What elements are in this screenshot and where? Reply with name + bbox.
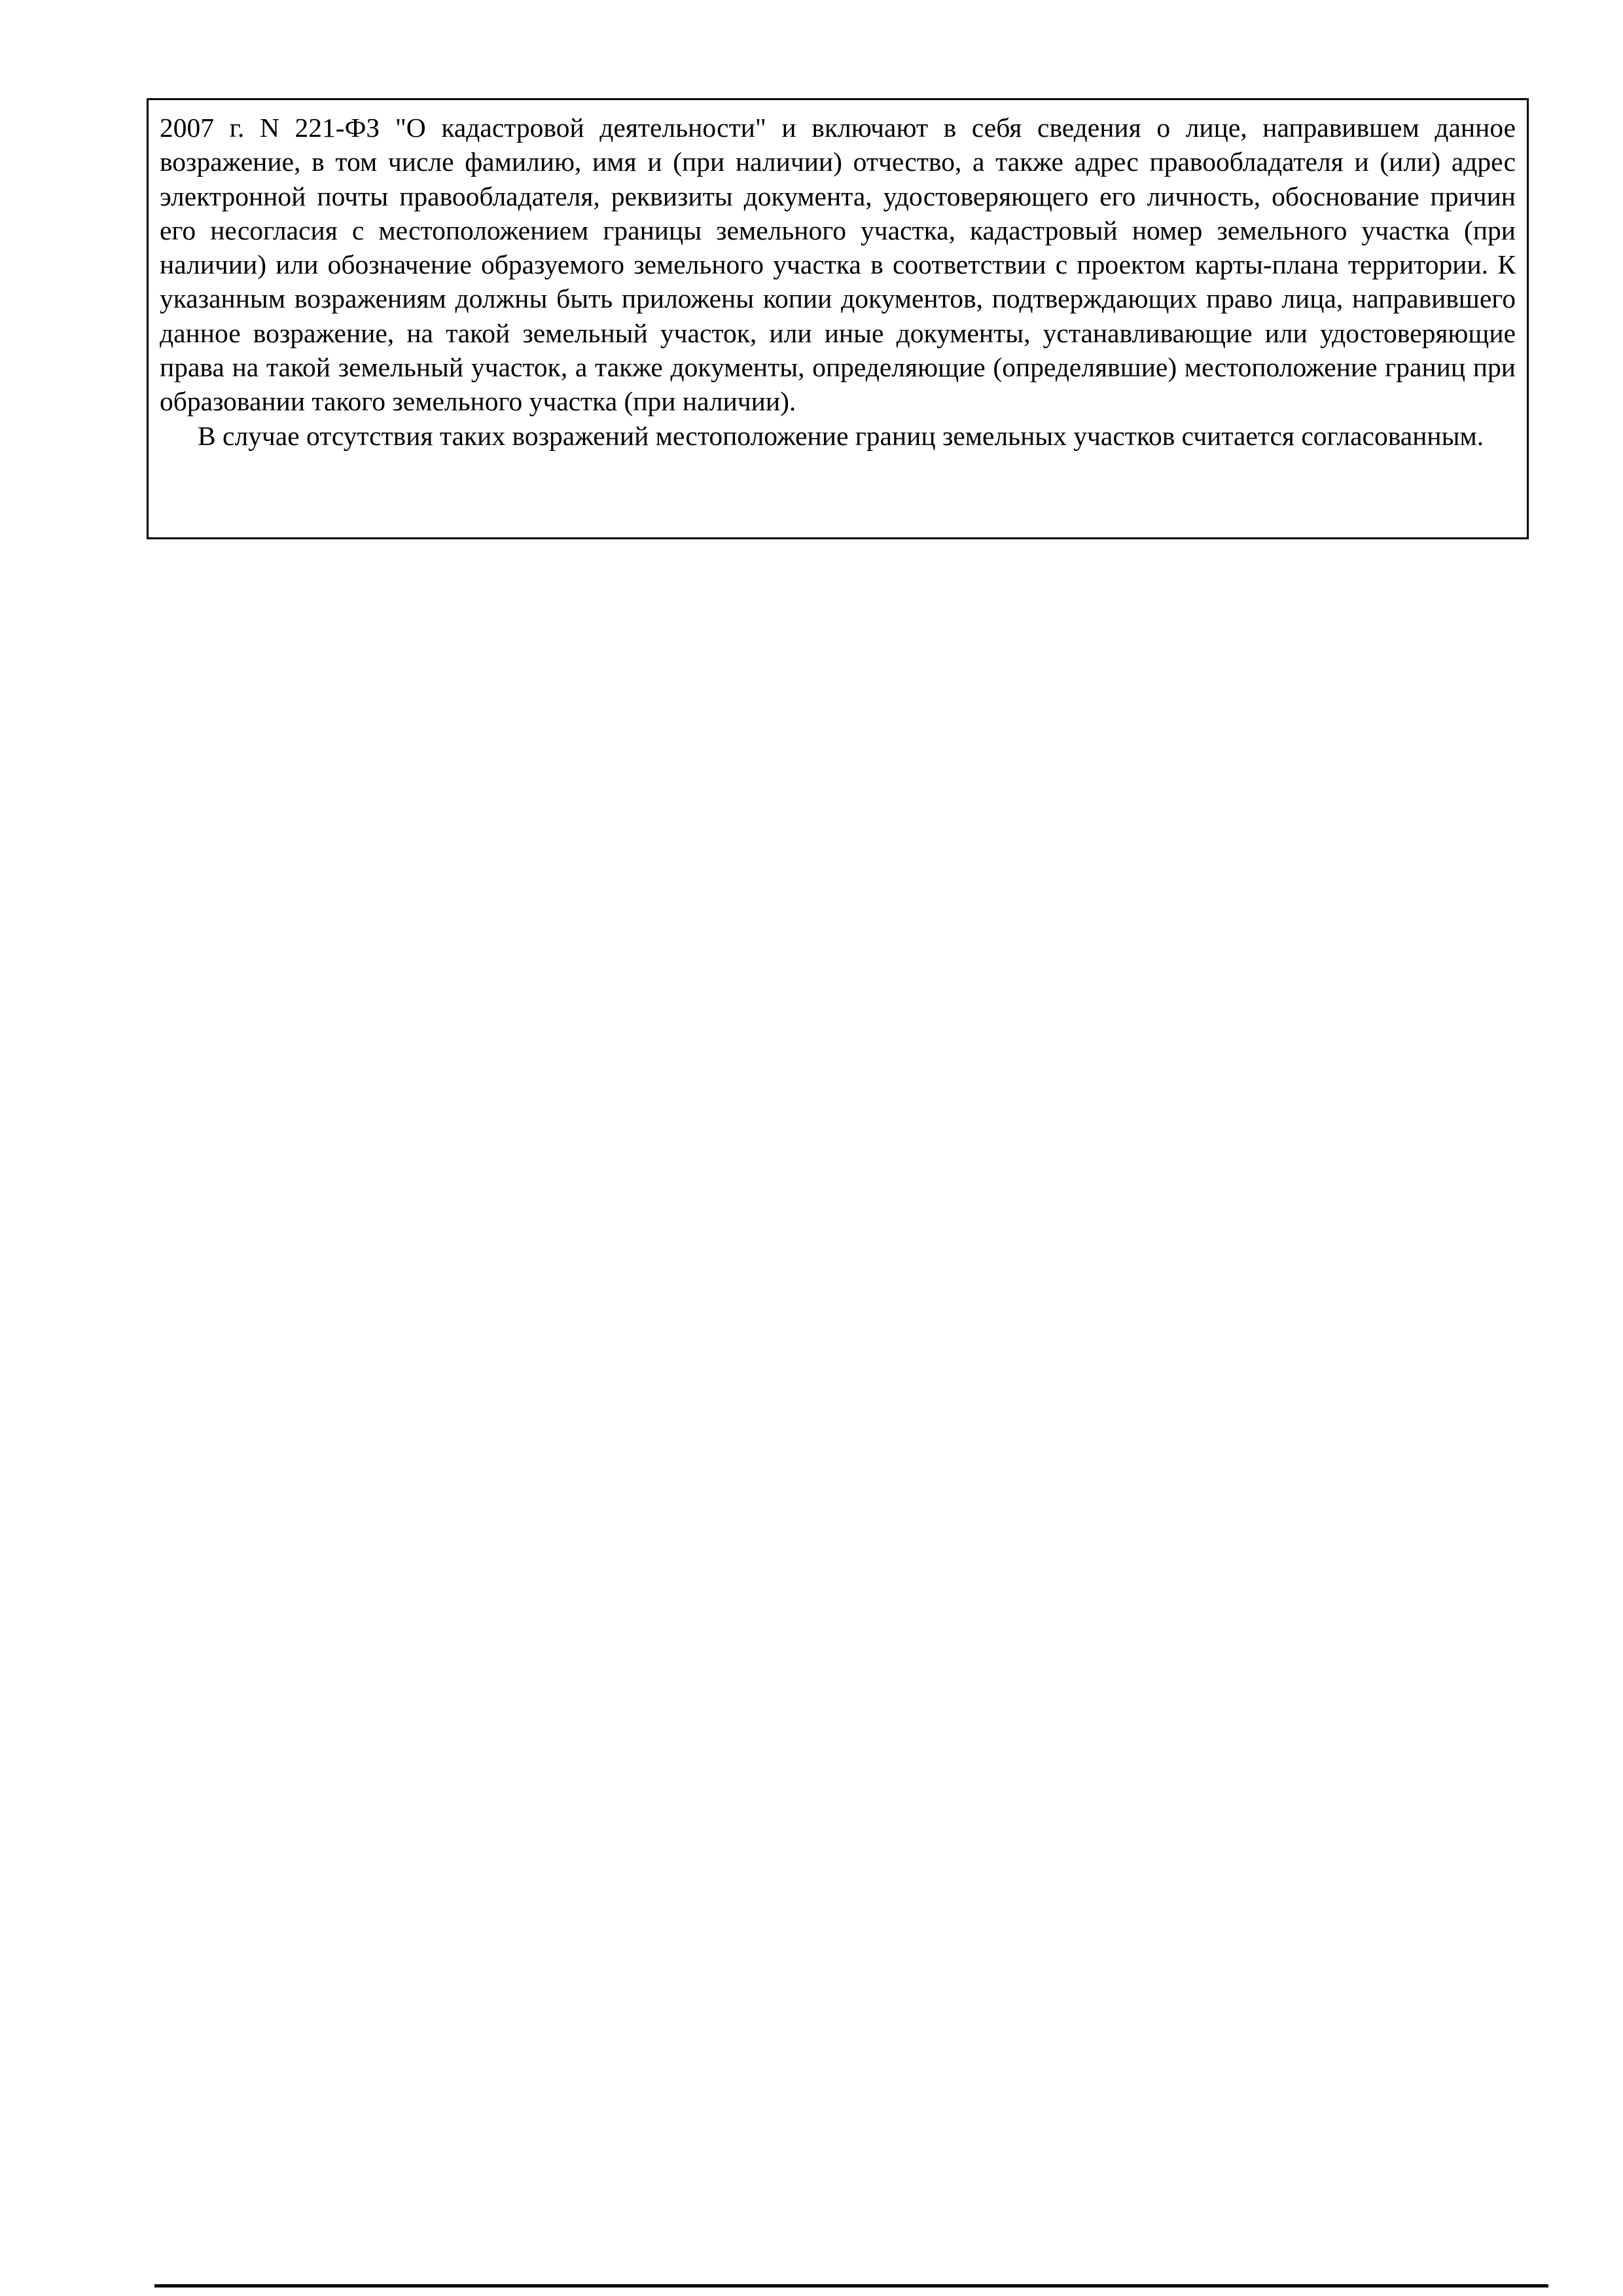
footer-rule — [154, 2284, 1548, 2287]
paragraph-agreed-boundaries: В случае отсутствия таких возражений местоположение границ земельных участков считается согласованным. — [198, 420, 1484, 451]
paragraph-objection-details: 2007 г. N 221-ФЗ "О кадастровой деятельности" и включают в себя сведения о лице, направившем данное возражение, в том числе фамилию, имя и (при наличии) отчество, а также адрес правообладателя и (или) адрес электронной почты правообладателя, реквизиты документа, удостоверяющего его личность, обоснование причин его несогласия с местоположением границы земельного участка, кадастровый номер земельного участка (при наличии) или обозначение образуемого земельного участка в соответствии с проектом карты-плана территории. К указанным возражениям должны быть приложены копии документов, подтверждающих право лица, направившего данное возражение, на такой земельный участок, или иные документы, устанавливающие или удостоверяющие права на такой земельный участок, а также документы, определяющие (определявшие) местоположение границ при образовании такого земельного участка (при наличии). — [160, 113, 1516, 417]
legal-text-box — [147, 98, 1529, 539]
